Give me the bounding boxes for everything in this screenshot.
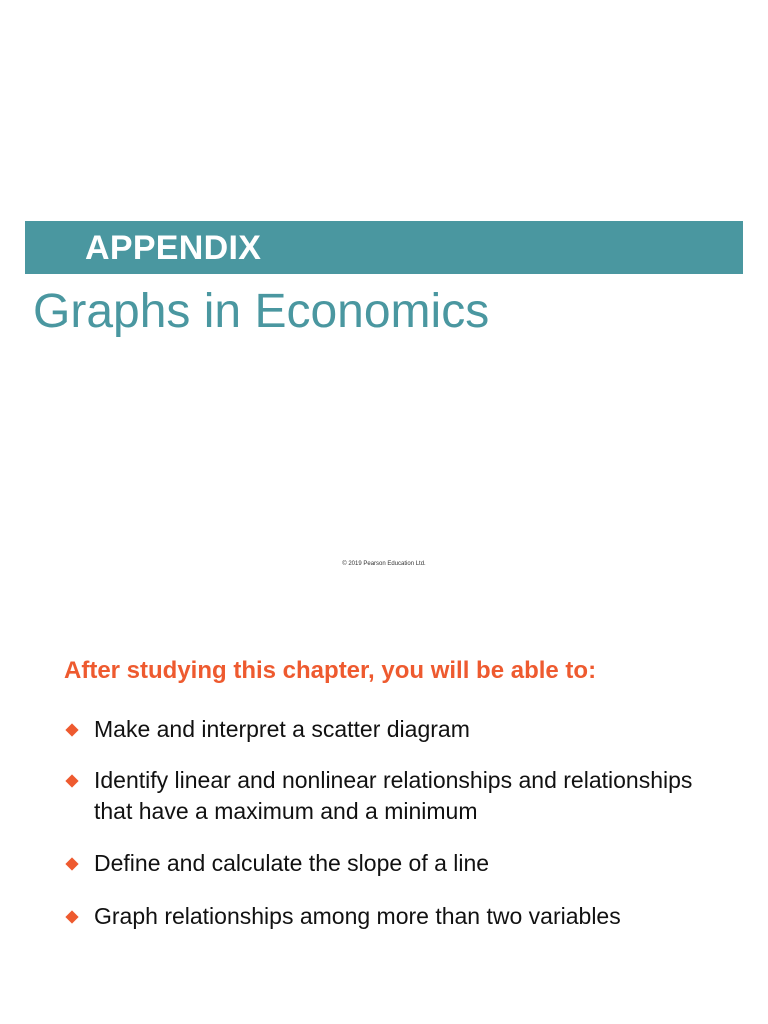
- objectives-slide: [0, 512, 768, 1024]
- objectives-heading: After studying this chapter, you will be able to:: [64, 657, 597, 684]
- slide-title: Graphs in Economics: [33, 285, 490, 338]
- objective-item: [66, 714, 726, 745]
- diamond-bullet-icon: [65, 857, 78, 870]
- objective-item: [66, 848, 726, 879]
- objective-text: Graph relationships among more than two variables: [94, 903, 621, 929]
- objective-item: [66, 901, 726, 932]
- diamond-bullet-icon: [65, 723, 78, 736]
- objective-text: Identify linear and nonlinear relationships and relationships that have a maximum and a minimum: [94, 767, 693, 824]
- objective-item: [66, 765, 726, 827]
- objective-text: Make and interpret a scatter diagram: [94, 716, 470, 742]
- diamond-bullet-icon: [65, 774, 78, 787]
- appendix-banner: [25, 221, 743, 274]
- copyright-notice: © 2019 Pearson Education Ltd.: [342, 561, 426, 567]
- objective-text: Define and calculate the slope of a line: [94, 850, 490, 876]
- diamond-bullet-icon: [65, 910, 78, 923]
- banner-label: APPENDIX: [85, 229, 262, 267]
